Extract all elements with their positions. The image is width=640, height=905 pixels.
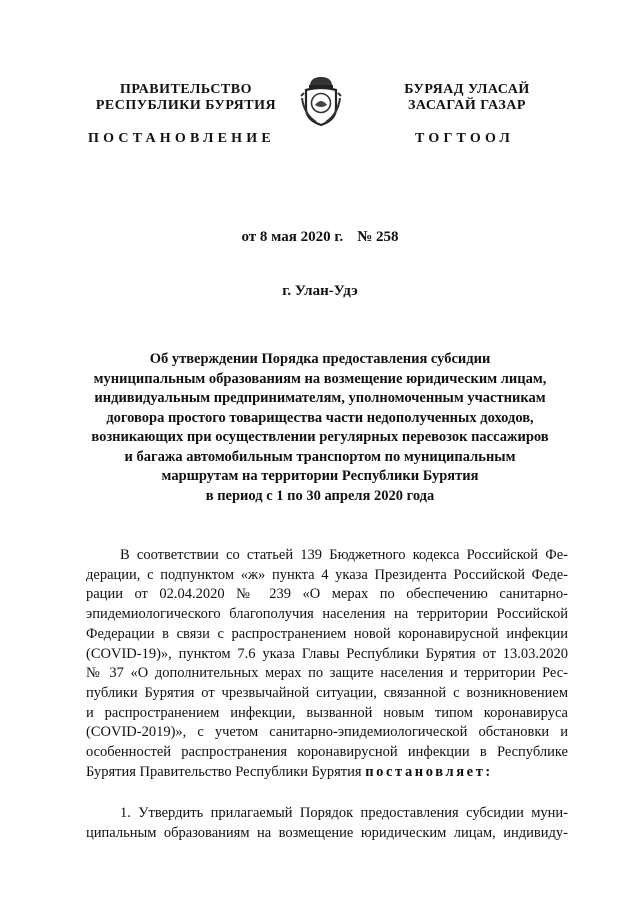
paragraph-line: 1. Утвердить прилагаемый Порядок предоставления субсидии муни- <box>120 805 568 821</box>
paragraph-line: ципальным образованиям на возмещение юридическим лицам, индивиду- <box>86 824 568 841</box>
paragraph-line: Бурятия Правительство Республики Бурятия <box>86 763 362 780</box>
title-line: муниципальным образованиям на возмещение юридическим лицам, <box>93 370 547 387</box>
paragraph-line: (COVID-2019)», с учетом санитарно-эпидемиологической обстановки и <box>86 724 568 741</box>
paragraph-line: В соответствии со статьей 139 Бюджетного кодекса Российской Фе- <box>120 547 568 563</box>
title-line: Об утверждении Порядка предоставления субсидии <box>149 351 491 367</box>
paragraph-line: Федерации в связи с распространением новой коронавирусной инфекции <box>86 625 568 642</box>
title-line: договора простого товарищества части недополученных доходов, <box>106 409 534 426</box>
paragraph-line: публики Бурятия от чрезвычайной ситуации, связанной с возникновением <box>86 684 568 701</box>
date-and-number <box>0 229 640 246</box>
preamble-paragraph <box>86 546 568 782</box>
title-line: индивидуальным предпринимателям, уполномоченным участникам <box>94 390 546 406</box>
title-line: в период с 1 по 30 апреля 2020 года <box>205 487 435 504</box>
title-line: и багажа автомобильным транспортом по муниципальным <box>124 448 516 465</box>
paragraph-line: № 37 «О дополнительных мерах по защите населения и территории Рес- <box>86 665 568 682</box>
paragraph-line: особенностей распространения коронавирусной инфекции в Республике <box>86 744 568 761</box>
title-line: маршрутам на территории Республики Бурятия <box>161 468 479 484</box>
city: г. Улан-Удэ <box>282 283 358 299</box>
coat-of-arms-emblem-icon <box>298 74 344 128</box>
decree-number: № 258 <box>357 229 399 245</box>
decree-word: постановляет: <box>365 763 493 780</box>
decree-title <box>86 350 554 506</box>
paragraph-line: эпидемиологического благополучия населения на территории Российской <box>86 606 568 623</box>
paragraph-line: дерации, с подпунктом «ж» пункта 4 указа Президента Российской Феде- <box>86 566 568 583</box>
paragraph-line: и распространением инфекции, вызванной новым типом коронавируса <box>86 704 568 721</box>
org-left-line-1: ПРАВИТЕЛЬСТВО <box>120 82 252 97</box>
org-left-line-2: РЕСПУБЛИКИ БУРЯТИЯ <box>95 98 277 113</box>
paragraph-line: (COVID-19)», пунктом 7.6 указа Главы Республики Бурятия от 13.03.2020 <box>86 645 568 662</box>
paragraph-last-line <box>86 763 568 783</box>
government-name-buryat <box>392 82 542 114</box>
org-right-line-2: ЗАСАГАЙ ГАЗАР <box>408 98 526 113</box>
doc-type-russian: ПОСТАНОВЛЕНИЕ <box>88 131 275 146</box>
decree-date: от 8 мая 2020 г. <box>241 229 344 245</box>
title-line: возникающих при осуществлении регулярных перевозок пассажиров <box>91 429 549 445</box>
doc-type-buryat: ТОГТООЛ <box>415 131 515 146</box>
paragraph-line: рации от 02.04.2020 № 239 «О мерах по обеспечению санитарно- <box>86 586 568 603</box>
org-right-line-1: БУРЯАД УЛАСАЙ <box>404 82 530 97</box>
clause-1-paragraph <box>86 804 568 843</box>
government-name-russian <box>86 82 286 114</box>
